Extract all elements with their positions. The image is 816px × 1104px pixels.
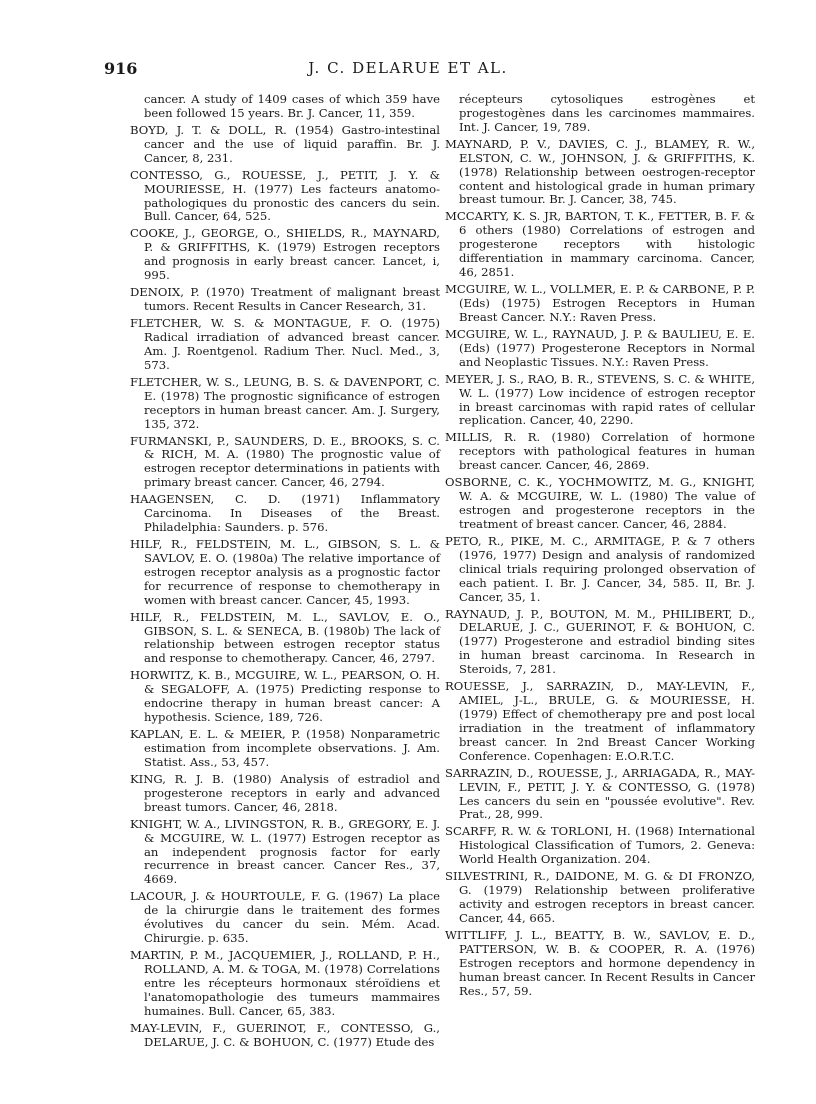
reference-entry: cancer. A study of 1409 cases of which 359 have been followed 15 years. Br. J. Cancer, 11, 359. [144, 92, 440, 120]
reference-entry: SILVESTRINI, R., DAIDONE, M. G. & DI FRONZO, G. (1979) Relationship between proliferative activity and estrogen receptors in breast cancer. Cancer, 44, 665. [445, 869, 755, 925]
reference-entry: COOKE, J., GEORGE, O., SHIELDS, R., MAYNARD, P. & GRIFFITHS, K. (1979) Estrogen receptors and prognosis in early breast cancer. Lancet, i, 995. [130, 226, 440, 283]
reference-entry: FLETCHER, W. S. & MONTAGUE, F. O. (1975) Radical irradiation of advanced breast cancer. Am. J. Roentgenol. Radium Ther. Nucl. Med., 3, 573. [130, 316, 440, 372]
reference-entry: MCCARTY, K. S. JR, BARTON, T. K., FETTER, B. F. & 6 others (1980) Correlations of estrogen and progesterone receptors with histologic differentiation in mammary carcinoma. Cancer, 46, 2851. [445, 209, 755, 280]
reference-entry: PETO, R., PIKE, M. C., ARMITAGE, P. & 7 others (1976, 1977) Design and analysis of randomized clinical trials requiring prolonged observation of each patient. I. Br. J. Cancer, 34, 585. II, Br. J. Cancer, 35, 1. [445, 533, 755, 604]
reference-entry: MCGUIRE, W. L., RAYNAUD, J. P. & BAULIEU, E. E. (Eds) (1977) Progesterone Receptors in Normal and Neoplastic Tissues. N.Y.: Raven Press. [445, 326, 755, 369]
reference-entry: MAYNARD, P. V., DAVIES, C. J., BLAMEY, R. W., ELSTON, C. W., JOHNSON, J. & GRIFFITHS, K. (1978) Relationship between oestrogen-receptor content and histological grade in human primary breast tumour. Br. J. Cancer, 38, 745. [445, 136, 755, 207]
reference-entry: FURMANSKI, P., SAUNDERS, D. E., BROOKS, S. C. & RICH, M. A. (1980) The prognostic value of estrogen receptor determinations in patients with primary breast cancer. Cancer, 46, 2794. [130, 433, 440, 490]
reference-entry: MARTIN, P. M., JACQUEMIER, J., ROLLAND, P. H., ROLLAND, A. M. & TOGA, M. (1978) Correlations entre les récepteurs hormonaux stéroïdiens et l'anatomopathologie des tumeurs mammaires humaines. Bull. Cancer, 65, 383. [130, 948, 440, 1018]
reference-entry: MCGUIRE, W. L., VOLLMER, E. P. & CARBONE, P. P. (Eds) (1975) Estrogen Receptors in Human Breast Cancer. N.Y.: Raven Press. [445, 282, 755, 324]
running-head: J. C. DELARUE ET AL. [308, 59, 508, 77]
reference-entry: HAAGENSEN, C. D. (1971) Inflammatory Carcinoma. In Diseases of the Breast. Philadelphia: Saunders. p. 576. [130, 492, 440, 535]
reference-entry: KAPLAN, E. L. & MEIER, P. (1958) Nonparametric estimation from incomplete observations. J. Am. Statist. Ass., 53, 457. [130, 727, 440, 769]
reference-entry: MEYER, J. S., RAO, B. R., STEVENS, S. C. & WHITE, W. L. (1977) Low incidence of estrogen receptor in breast carcinomas with rapid rates of cellular replication. Cancer, 40, 2290. [445, 371, 755, 428]
reference-entry: MAY-LEVIN, F., GUERINOT, F., CONTESSO, G., DELARUE, J. C. & BOHUON, C. (1977) Etude des [130, 1020, 440, 1049]
reference-entry: KNIGHT, W. A., LIVINGSTON, R. B., GREGORY, E. J. & MCGUIRE, W. L. (1977) Estrogen receptor as an independent prognosis factor for early recurrence in breast cancer. Cancer Res., 37, 4669. [130, 816, 440, 887]
reference-entry: WITTLIFF, J. L., BEATTY, B. W., SAVLOV, E. D., PATTERSON, W. B. & COOPER, R. A. (1976) Estrogen receptors and hormone dependency in human breast cancer. In Recent Results in Cancer Res., 57, 59. [445, 927, 755, 998]
references-right-column [445, 93, 755, 1002]
reference-entry: HILF, R., FELDSTEIN, M. L., GIBSON, S. L. & SAVLOV, E. O. (1980a) The relative importance of estrogen receptor analysis as a prognostic factor for recurrence of response to chemotherapy in women with breast cancer. Cancer, 45, 1993. [130, 537, 440, 607]
reference-entry: LACOUR, J. & HOURTOULE, F. G. (1967) La place de la chirurgie dans le traitement des formes évolutives du cancer du sein. Mém. Acad. Chirurgie. p. 635. [130, 889, 440, 946]
reference-entry: OSBORNE, C. K., YOCHMOWITZ, M. G., KNIGHT, W. A. & MCGUIRE, W. L. (1980) The value of estrogen and progesterone receptors in the treatment of breast cancer. Cancer, 46, 2884. [445, 475, 755, 531]
reference-entry: FLETCHER, W. S., LEUNG, B. S. & DAVENPORT, C. E. (1978) The prognostic significance of estrogen receptors in human breast cancer. Am. J. Surgery, 135, 372. [130, 374, 440, 431]
reference-entry: récepteurs cytosoliques estrogènes et progestogènes dans les carcinomes mammaires. Int. J. Cancer, 19, 789. [459, 92, 755, 134]
reference-entry: SCARFF, R. W. & TORLONI, H. (1968) International Histological Classification of Tumors, 2. Geneva: World Health Organization. 204. [445, 824, 755, 867]
reference-entry: DENOIX, P. (1970) Treatment of malignant breast tumors. Recent Results in Cancer Research, 31. [130, 285, 440, 314]
reference-entry: MILLIS, R. R. (1980) Correlation of hormone receptors with pathological features in human breast cancer. Cancer, 46, 2869. [445, 430, 755, 473]
page-number: 916 [104, 59, 138, 78]
reference-entry: HORWITZ, K. B., MCGUIRE, W. L., PEARSON, O. H. & SEGALOFF, A. (1975) Predicting response to endocrine therapy in human breast cancer: A hypothesis. Science, 189, 726. [130, 668, 440, 725]
reference-entry: SARRAZIN, D., ROUESSE, J., ARRIAGADA, R., MAY-LEVIN, F., PETIT, J. Y. & CONTESSO, G. (1978) Les cancers du sein en "poussée evolutive". Rev. Prat., 28, 999. [445, 765, 755, 822]
reference-entry: ROUESSE, J., SARRAZIN, D., MAY-LEVIN, F., AMIEL, J-L., BRULE, G. & MOURIESSE, H. (1979) Effect of chemotherapy pre and post local irradiation in the treatment of inflammatory breast cancer. In 2nd Breast Cancer Working Conference. Copenhagen: E.O.R.T.C. [445, 679, 755, 763]
reference-entry: HILF, R., FELDSTEIN, M. L., SAVLOV, E. O., GIBSON, S. L. & SENECA, B. (1980b) The lack of relationship between estrogen receptor status and response to chemotherapy. Cancer, 46, 2797. [130, 609, 440, 666]
reference-entry: RAYNAUD, J. P., BOUTON, M. M., PHILIBERT, D., DELARUE, J. C., GUERINOT, F. & BOHUON, C. (1977) Progesterone and estradiol binding sites in human breast carcinoma. In Research in Steroids, 7, 281. [445, 606, 755, 677]
reference-entry: KING, R. J. B. (1980) Analysis of estradiol and progesterone receptors in early and advanced breast tumors. Cancer, 46, 2818. [130, 771, 440, 814]
reference-entry: CONTESSO, G., ROUESSE, J., PETIT, J. Y. & MOURIESSE, H. (1977) Les facteurs anatomo-pathologiques du pronostic des cancers du sein. Bull. Cancer, 64, 525. [130, 167, 440, 224]
reference-entry: BOYD, J. T. & DOLL, R. (1954) Gastro-intestinal cancer and the use of liquid paraffin. Br. J. Cancer, 8, 231. [130, 122, 440, 165]
references-left-column [130, 93, 440, 1053]
